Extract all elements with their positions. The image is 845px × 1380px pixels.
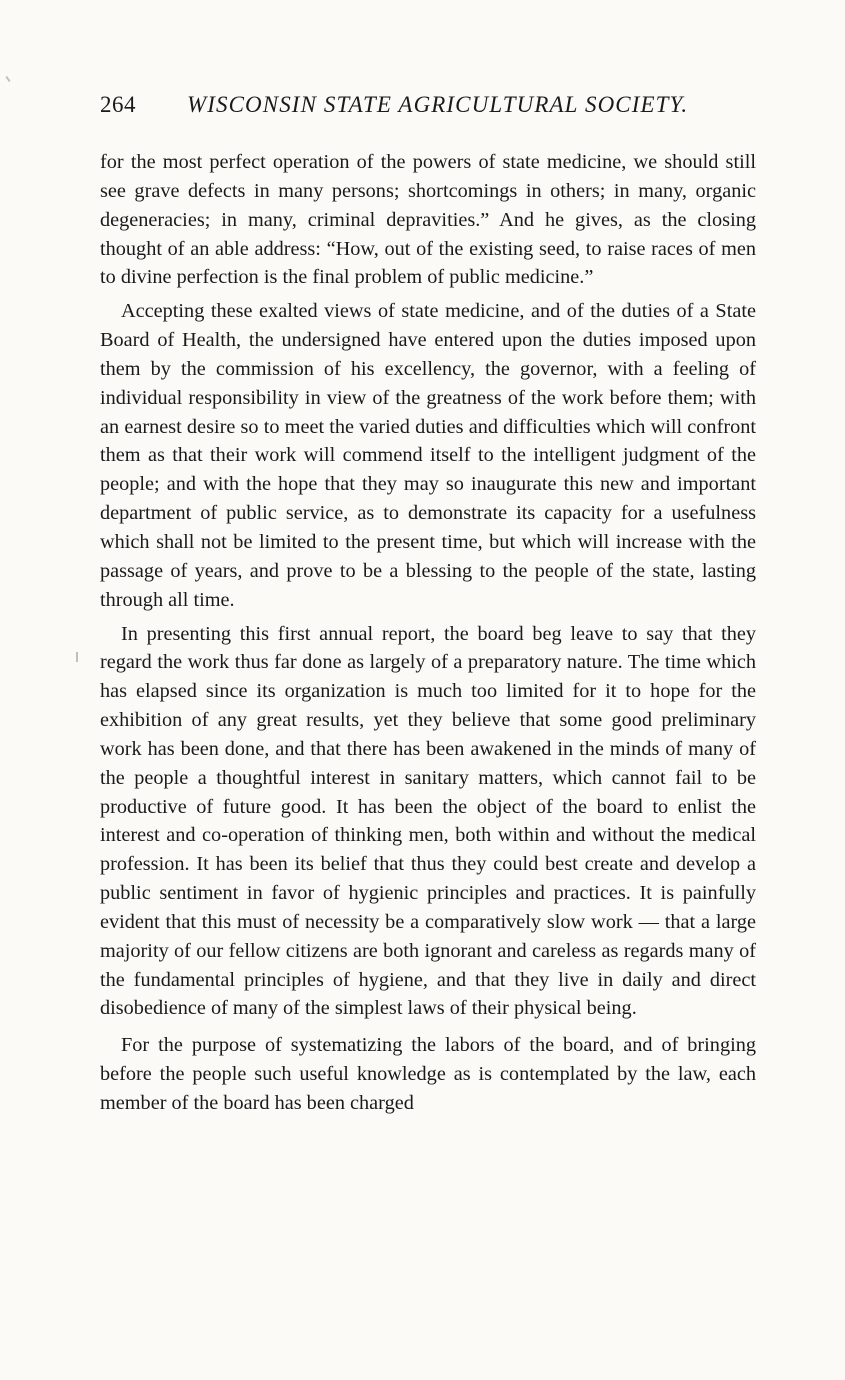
paragraph: Accepting these exalted views of state medicine, and of the duties of a State Board of Health, the undersigned have entered upon the duties imposed upon them by the commission of his excellency, the governor, with a feeling of individual responsibility in view of the greatness of the work before them; with an earnest desire so to meet the varied duties and difficulties which will confront them as that their work will commend itself to the intelligent judgment of the people; and with the hope that they may so inaugurate this new and important department of public service, as to demonstrate its capacity for a usefulness which shall not be limited to the present time, but which will increase with the passage of years, and prove to be a blessing to the people of the state, lasting through all time. [100,300,756,611]
page-header [100,92,750,124]
paragraph: For the purpose of systematizing the labors of the board, and of bringing before the people such useful knowledge as is contemplated by the law, each member of the board has been charged [100,1034,756,1114]
running-title: WISCONSIN STATE AGRICULTURAL SOCIETY. [187,92,689,117]
body-text [100,148,756,1118]
scan-mark [76,652,78,662]
page-number: 264 [100,92,136,117]
scan-mark [5,76,10,82]
paragraph: In presenting this first annual report, the board beg leave to say that they regard the work thus far done as largely of a preparatory nature. The time which has elapsed since its organization is much too limited for it to hope for the exhibition of any great results, yet they believe that some good preliminary work has been done, and that there has been awakened in the minds of many of the people a thoughtful interest in sanitary matters, which cannot fail to be productive of future good. It has been the object of the board to enlist the interest and co-operation of thinking men, both within and without the medical profession. It has been its belief that thus they could best create and develop a public sentiment in favor of hygienic principles and practices. It is painfully evident that this must of necessity be a comparatively slow work — that a large majority of our fellow citizens are both ignorant and careless as regards many of the fundamental principles of hygiene, and that they live in daily and direct disobedience of many of the simplest laws of their physical being. [100,622,756,1020]
paragraph: for the most perfect operation of the powers of state medicine, we should still see grave defects in many persons; shortcomings in others; in many, organic degeneracies; in many, criminal depravities.” And he gives, as the closing thought of an able address: “How, out of the existing seed, to raise races of men to divine perfection is the final problem of public medicine.” [100,151,756,289]
